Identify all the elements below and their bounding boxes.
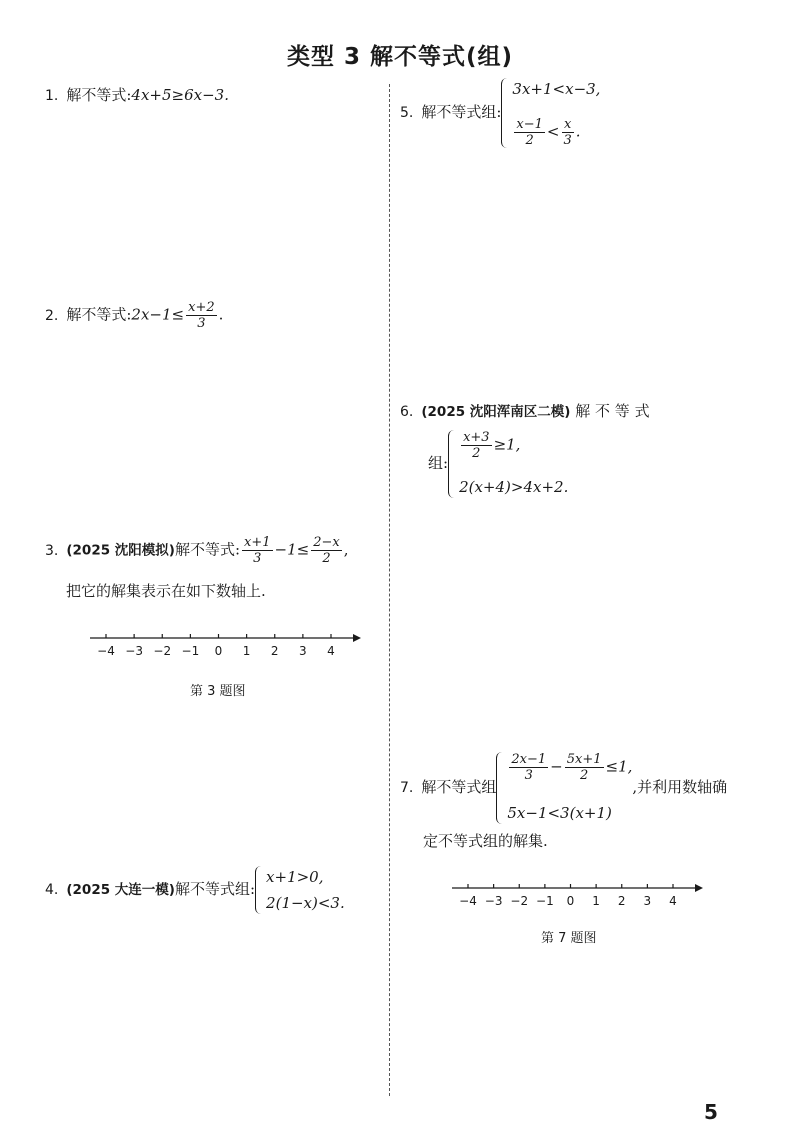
axis-tick-label: −4 — [459, 894, 477, 908]
axis-tick-label: 0 — [214, 644, 223, 658]
fraction-denominator: 3 — [197, 316, 206, 331]
axis-tick-label: −1 — [536, 894, 554, 908]
question-7-line-2: 定不等式组的解集. — [423, 832, 548, 850]
column-divider — [389, 84, 390, 1096]
question-tail: ,并利用数轴确 — [632, 778, 728, 796]
less-equal: ≤1, — [605, 757, 633, 776]
question-4 — [45, 866, 345, 914]
axis-tick-label: −2 — [153, 644, 172, 658]
system-row-1: x+1>0, — [266, 868, 324, 886]
question-prompt: 解不等式组: — [174, 880, 256, 898]
system-brace — [496, 752, 503, 824]
question-number: 4. — [45, 882, 59, 898]
fraction-denominator: 2 — [472, 446, 481, 461]
question-source: (2025 沈阳模拟) — [66, 542, 175, 559]
axis-tick-label: 2 — [617, 894, 626, 908]
greater-equal: ≥1, — [493, 435, 521, 454]
fraction — [565, 752, 604, 783]
fraction — [186, 300, 217, 331]
question-7 — [400, 752, 727, 824]
question-6 — [400, 400, 650, 423]
fraction — [514, 117, 545, 148]
inequality-middle: −1≤ — [274, 540, 310, 559]
question-6-line-2 — [428, 430, 568, 498]
system-row-2: 5x−1<3(x+1) — [507, 804, 612, 822]
page-number: 5 — [704, 1100, 718, 1124]
question-source: (2025 大连一模) — [66, 882, 175, 898]
question-number: 3. — [45, 542, 59, 559]
less-than: < — [546, 122, 560, 141]
question-number: 2. — [45, 307, 59, 324]
axis-tick-label: 0 — [566, 894, 575, 908]
question-1 — [45, 84, 229, 107]
axis-arrow — [353, 634, 361, 642]
system-brace — [255, 866, 262, 914]
figure-caption-7: 第 7 题图 — [541, 931, 597, 946]
question-prompt: 解 不 等 式 — [575, 402, 650, 420]
number-line-axis — [452, 884, 703, 908]
inequality-lhs: 2x−1≤ — [131, 305, 185, 324]
question-prompt: 解不等式组 — [421, 778, 497, 796]
fraction-numerator: x+2 — [188, 300, 215, 315]
axis-tick-label: −4 — [97, 644, 115, 658]
axis-tick-label: −2 — [510, 894, 529, 908]
minus-sign: − — [550, 757, 563, 776]
fraction — [461, 430, 492, 461]
fraction — [562, 117, 574, 148]
question-prompt: 解不等式: — [66, 86, 132, 104]
system-brace — [448, 430, 455, 498]
system-row-2 — [512, 117, 600, 148]
axis-arrow — [695, 884, 703, 892]
system-row-1 — [459, 430, 568, 461]
end-punctuation: . — [218, 305, 224, 324]
question-5 — [400, 78, 600, 148]
question-number: 5. — [400, 105, 414, 121]
axis-tick-label: −3 — [125, 644, 143, 658]
axis-tick-label: 1 — [242, 644, 251, 658]
fraction-denominator: 2 — [525, 133, 534, 148]
system-row-2: 2(x+4)>4x+2. — [459, 478, 569, 496]
fraction-numerator: 2−x — [313, 535, 340, 550]
axis-tick-label: 3 — [643, 894, 652, 908]
fraction — [509, 752, 548, 783]
axis-tick-label: 3 — [299, 644, 307, 658]
number-line-3 — [88, 628, 363, 664]
system-row-1: 3x+1<x−3, — [512, 80, 601, 98]
question-3 — [45, 535, 349, 566]
axis-tick-label: 4 — [327, 644, 335, 658]
question-prompt-2: 组: — [428, 454, 449, 472]
axis-tick-label: −1 — [181, 644, 200, 658]
inequality: 4x+5≥6x−3. — [131, 86, 229, 104]
question-number: 6. — [400, 404, 414, 420]
fraction-denominator: 2 — [322, 551, 331, 566]
inequality-system — [501, 78, 600, 148]
number-line-axis — [90, 634, 361, 658]
fraction-denominator: 3 — [563, 133, 572, 148]
page-title: 类型 3 解不等式(组) — [286, 44, 514, 70]
system-row-2: 2(1−x)<3. — [266, 894, 345, 912]
axis-tick-label: 4 — [669, 894, 677, 908]
inequality-system — [496, 752, 632, 824]
fraction-numerator: x+3 — [463, 430, 490, 445]
question-source: (2025 沈阳浑南区二模) — [421, 404, 571, 420]
axis-tick-label: −3 — [484, 894, 503, 908]
system-row-1 — [507, 752, 632, 783]
question-number: 1. — [45, 88, 59, 104]
fraction-numerator: 5x+1 — [566, 752, 602, 767]
fraction-numerator: x — [562, 117, 574, 133]
fraction — [242, 535, 273, 566]
inequality-system — [255, 866, 345, 914]
question-prompt: 解不等式: — [66, 305, 132, 324]
fraction-denominator: 2 — [579, 768, 589, 783]
fraction — [311, 535, 342, 566]
number-line-7 — [450, 878, 705, 914]
end-punctuation: , — [343, 540, 349, 559]
fraction-denominator: 3 — [253, 551, 262, 566]
fraction-numerator: 2x−1 — [511, 752, 547, 767]
fraction-numerator: x+1 — [244, 535, 271, 550]
question-3-line-2: 把它的解集表示在如下数轴上. — [66, 582, 266, 600]
axis-tick-label: 2 — [270, 644, 279, 658]
figure-caption-3: 第 3 题图 — [190, 684, 246, 699]
fraction-numerator: x−1 — [516, 117, 543, 132]
question-prompt: 解不等式: — [174, 540, 241, 559]
fraction-denominator: 3 — [524, 768, 533, 783]
axis-tick-label: 1 — [592, 894, 600, 908]
system-brace — [501, 78, 508, 148]
end-punctuation: . — [575, 122, 581, 141]
question-number: 7. — [400, 780, 414, 796]
question-2 — [45, 300, 223, 331]
question-prompt: 解不等式组: — [421, 103, 502, 121]
inequality-system — [448, 430, 568, 498]
